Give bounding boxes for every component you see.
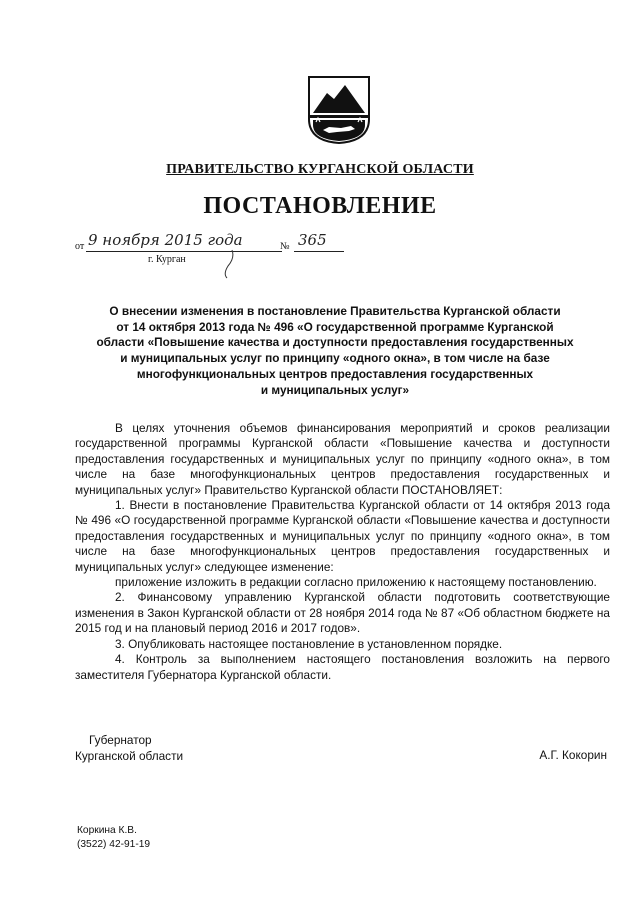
preamble-paragraph: В целях уточнения объемов финансирования мероприятий и сроков реализации государственной программы Курганской области «Повышение качества и доступности предоставления государственных и муниципальных услуг по принципу «одного окна», в том числе на базе многофункциональных центров предоставления государственных и муниципальных услуг» Правительство Курганской области ПОСТАНОВЛЯЕТ: <box>75 421 610 497</box>
handwritten-stroke <box>222 248 238 280</box>
document-title: ПОСТАНОВЛЕНИЕ <box>203 193 437 219</box>
subject-line: многофункциональных центров предоставления государственных <box>136 366 534 381</box>
subject-line: области «Повышение качества и доступности предоставления государственных <box>96 335 574 350</box>
organization-name: ПРАВИТЕЛЬСТВО КУРГАНСКОЙ ОБЛАСТИ <box>166 162 474 177</box>
clause-1-paragraph: 1. Внести в постановление Правительства Курганской области от 14 октября 2013 года № 496 «О государственной программе Курганской области «Повышение качества и доступности предоставления государственных и муниципальных услуг по принципу «одного окна», в том числе на базе многофункциональных центров предоставления государственных и муниципальных услуг» следующее изменение: <box>75 498 610 574</box>
date-underline <box>86 251 282 252</box>
handwritten-date: 9 ноября 2015 года <box>88 231 243 249</box>
city-label: г. Курган <box>148 254 186 265</box>
executor-block <box>77 824 150 852</box>
subject-line: О внесении изменения в постановление Правительства Курганской области <box>109 304 561 318</box>
executor-name: Коркина К.В. <box>77 825 137 836</box>
document-subject <box>70 304 600 398</box>
handwritten-number: 365 <box>298 231 327 249</box>
position-line: Курганской области <box>75 749 184 763</box>
document-body <box>75 421 610 683</box>
subject-line: и муниципальных услуг» <box>260 382 410 397</box>
clause-1-continuation: приложение изложить в редакции согласно приложению к настоящему постановлению. <box>115 575 597 590</box>
clause-2-paragraph: 2. Финансовому управлению Курганской области подготовить соответствующие изменения в Закон Курганской области от 28 ноября 2014 года № 87 «Об областном бюджете на 2015 год и на плановый период 2016 и 2017 годов». <box>75 590 610 636</box>
clause-3-paragraph: 3. Опубликовать настоящее постановление в установленном порядке. <box>115 636 503 651</box>
number-underline <box>294 251 344 252</box>
position-line: Губернатор <box>89 733 152 747</box>
date-prefix: от <box>75 241 85 252</box>
signatory-position <box>75 732 183 764</box>
subject-line: от 14 октября 2013 года № 496 «О государственной программе Курганской <box>116 319 554 334</box>
coat-of-arms-emblem <box>307 75 371 145</box>
clause-4-paragraph: 4. Контроль за выполнением настоящего постановления возложить на первого заместителя Губернатора Курганской области. <box>75 652 610 682</box>
executor-phone: (3522) 42-91-19 <box>77 839 151 850</box>
number-label: № <box>280 241 290 252</box>
subject-line: и муниципальных услуг по принципу «одного окна», в том числе на базе <box>120 351 550 366</box>
signatory-name: А.Г. Кокорин <box>539 748 607 762</box>
